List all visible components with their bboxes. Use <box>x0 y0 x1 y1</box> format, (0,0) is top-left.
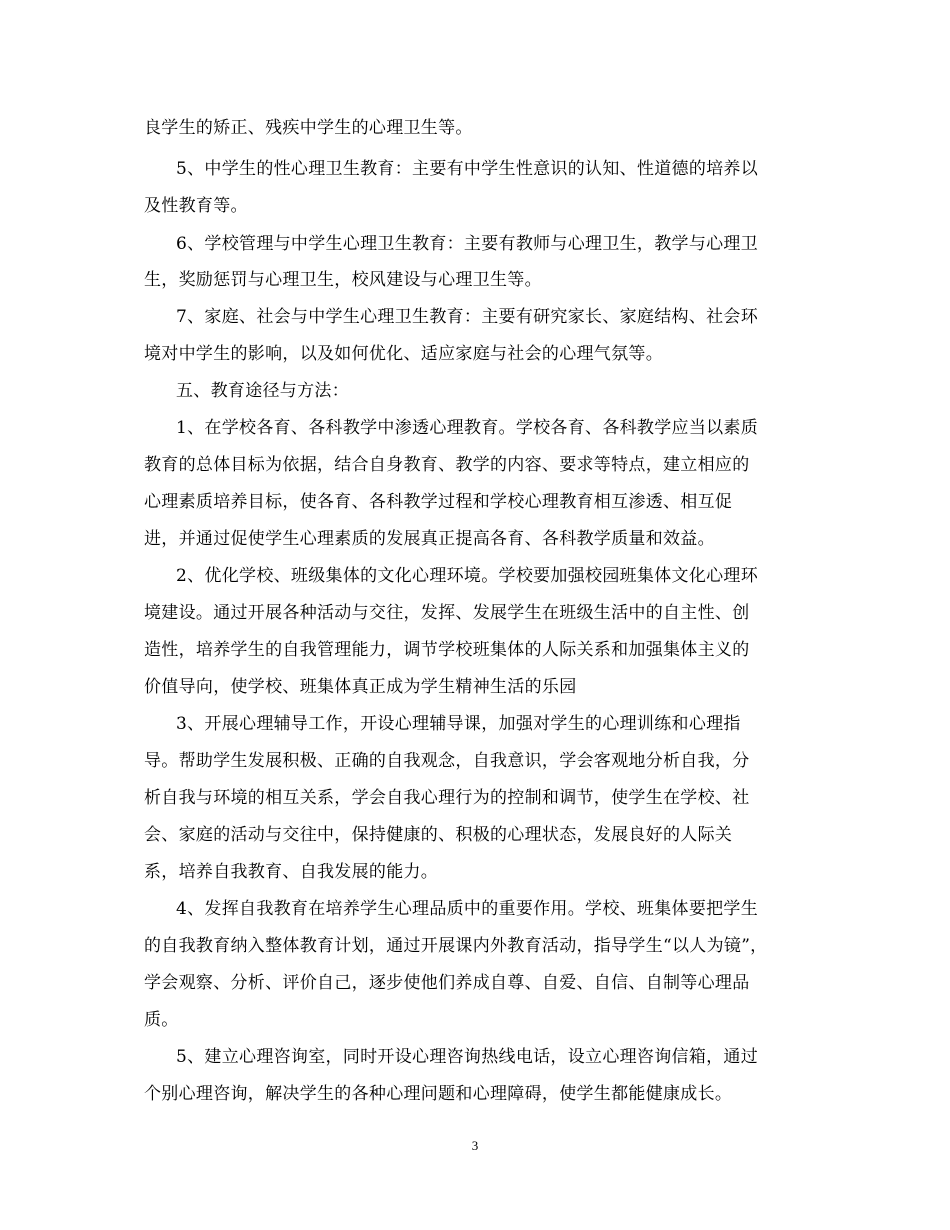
text-line: 系，培养自我教育、自我发展的能力。 <box>144 862 439 882</box>
text-line: 造性，培养学生的自我管理能力，调节学校班集体的人际关系和加强集体主义的 <box>144 640 750 660</box>
text-line: 进，并通过促使学生心理素质的发展真正提高各育、各科教学质量和效益。 <box>144 529 715 549</box>
text-line: 及性教育等。 <box>144 196 248 216</box>
text-line: 2、优化学校、班级集体的文化心理环境。学校要加强校园班集体文化心理环 <box>176 566 759 586</box>
text-line: 5、建立心理咨询室，同时开设心理咨询热线电话，设立心理咨询信箱，通过 <box>176 1047 759 1067</box>
text-line: 3、开展心理辅导工作，开设心理辅导课，加强对学生的心理训练和心理指 <box>176 714 741 734</box>
text-line: 价值导向，使学校、班集体真正成为学生精神生活的乐园 <box>144 677 577 697</box>
text-line: 1、在学校各育、各科教学中渗透心理教育。学校各育、各科教学应当以素质 <box>176 418 759 438</box>
text-line: 析自我与环境的相互关系，学会自我心理行为的控制和调节，使学生在学校、社 <box>144 788 750 808</box>
text-line: 的自我教育纳入整体教育计划，通过开展课内外教育活动，指导学生“以人为镜”， <box>144 936 768 956</box>
text-line: 教育的总体目标为依据，结合自身教育、教学的内容、要求等特点，建立相应的 <box>144 455 750 475</box>
text-line: 质。 <box>144 1010 179 1030</box>
text-line: 6、学校管理与中学生心理卫生教育：主要有教师与心理卫生，教学与心理卫 <box>176 234 759 254</box>
text-line: 生，奖励惩罚与心理卫生，校风建设与心理卫生等。 <box>144 270 542 290</box>
text-line: 会、家庭的活动与交往中，保持健康的、积极的心理状态，发展良好的人际关 <box>144 825 733 845</box>
section-heading: 五、教育途径与方法： <box>176 381 349 401</box>
text-line: 7、家庭、社会与中学生心理卫生教育：主要有研究家长、家庭结构、社会环 <box>176 307 759 327</box>
text-line: 导。帮助学生发展积极、正确的自我观念，自我意识，学会客观地分析自我，分 <box>144 751 750 771</box>
text-line: 境对中学生的影响，以及如何优化、适应家庭与社会的心理气氛等。 <box>144 344 663 364</box>
text-line: 境建设。通过开展各种活动与交往，发挥、发展学生在班级生活中的自主性、创 <box>144 603 750 623</box>
page-number: 3 <box>471 1138 479 1153</box>
text-line: 心理素质培养目标，使各育、各科教学过程和学校心理教育相互渗透、相互促 <box>144 492 733 512</box>
text-line: 4、发挥自我教育在培养学生心理品质中的重要作用。学校、班集体要把学生 <box>176 899 759 919</box>
text-line: 良学生的矫正、残疾中学生的心理卫生等。 <box>144 118 473 138</box>
text-line: 学会观察、分析、评价自己，逐步使他们养成自尊、自爱、自信、自制等心理品 <box>144 973 750 993</box>
text-line: 个别心理咨询，解决学生的各种心理问题和心理障碍，使学生都能健康成长。 <box>144 1084 733 1104</box>
text-line: 5、中学生的性心理卫生教育：主要有中学生性意识的认知、性道德的培养以 <box>176 159 759 179</box>
